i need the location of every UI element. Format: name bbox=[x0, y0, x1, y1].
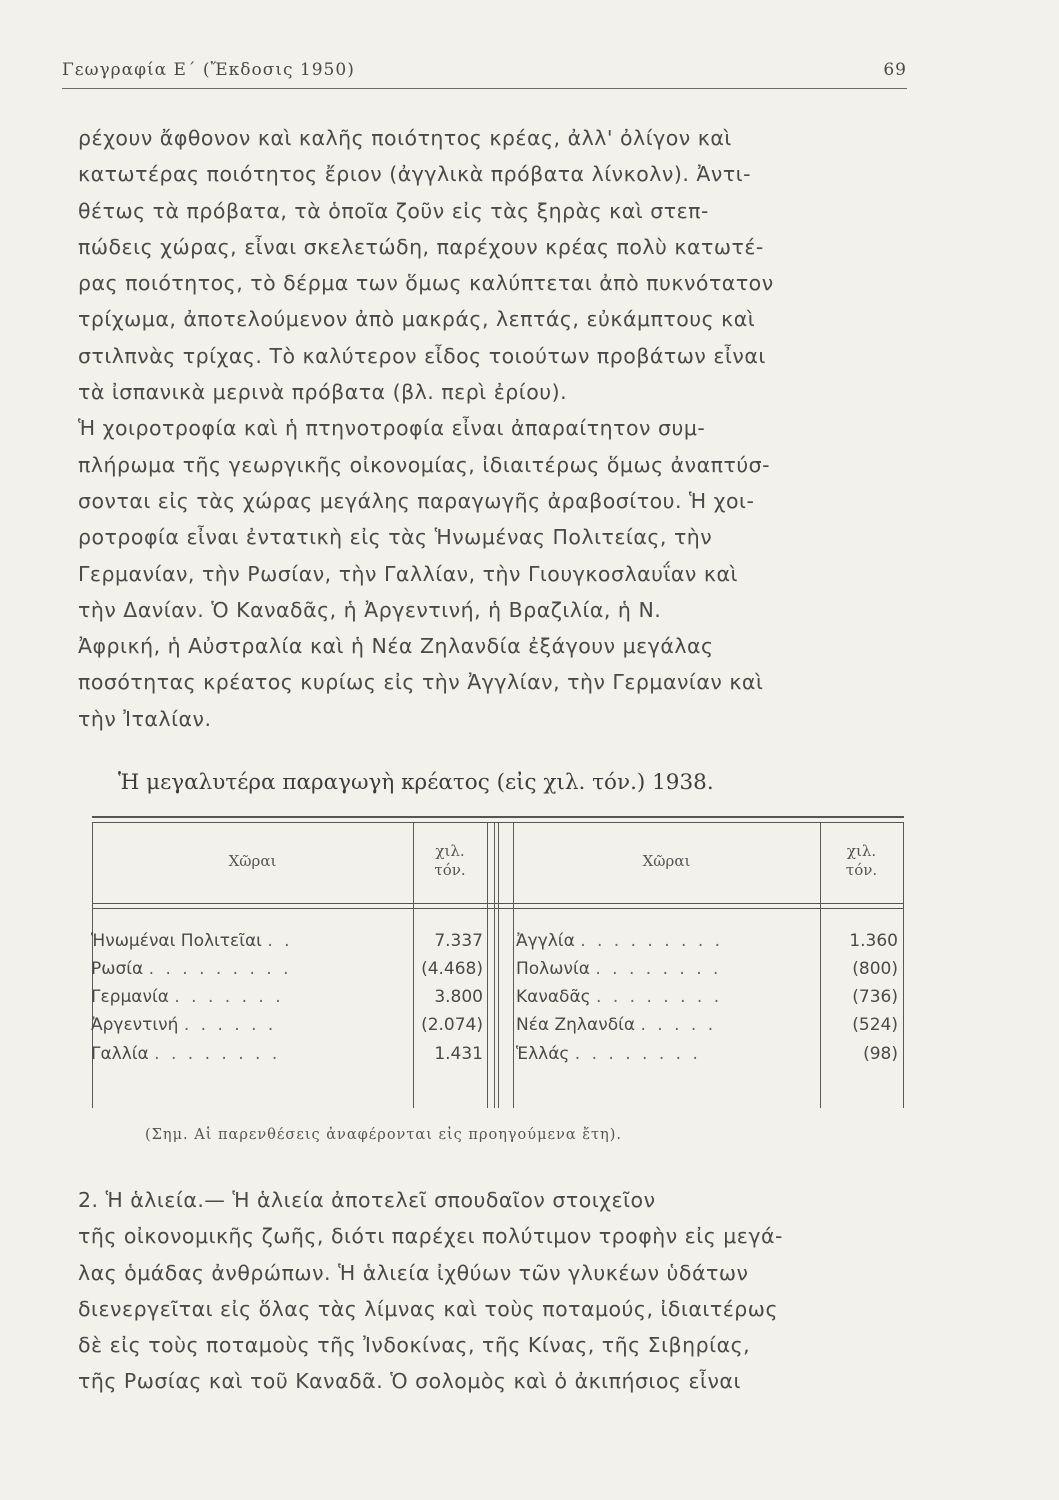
table-row-left bbox=[91, 928, 293, 954]
text-line: διενεργεῖται εἰς ὅλας τὰς λίμνας καὶ τοὺς ποταμούς, ἰδιαιτέρως bbox=[78, 1296, 778, 1321]
leader-dots: . . bbox=[267, 931, 293, 951]
leader-dots: . . . . . . . bbox=[174, 987, 284, 1007]
text-line: τρίχωμα, ἀποτελούμενον ἀπὸ μακράς, λεπτάς, εὐκάμπτους καὶ bbox=[78, 307, 756, 332]
country-name: Νέα Ζηλανδία bbox=[516, 1015, 636, 1035]
table-row-left bbox=[91, 1012, 276, 1038]
table-top-rule bbox=[92, 816, 904, 818]
country-name: Ἑλλάς bbox=[516, 1044, 570, 1064]
country-name: Γερμανία bbox=[91, 987, 169, 1007]
production-value: (2.074) bbox=[421, 1015, 483, 1035]
header-countries-right: Χῶραι bbox=[642, 852, 691, 870]
table-row-left bbox=[91, 956, 292, 982]
text-line: 2. Ἡ ἁλιεία.— Ἡ ἁλιεία ἀποτελεῖ σπουδαῖον στοιχεῖον bbox=[78, 1188, 656, 1212]
text-line: ρας ποιότητος, τὸ δέρμα των ὅμως καλύπτεται ἀπὸ πυκνότατον bbox=[78, 271, 774, 296]
text-line: τῆς οἰκονομικῆς ζωῆς, διότι παρέχει πολύτιμον τροφὴν εἰς μεγά- bbox=[78, 1224, 783, 1249]
text-line: πλήρωμα τῆς γεωργικῆς οἰκονομίας, ἰδιαιτέρως ὅμως ἀναπτύσ- bbox=[78, 452, 771, 477]
table-title: Ἡ μεγαλυτέρα παραγωγὴ κρέατος (εἰς χιλ. τόν.) 1938. bbox=[118, 770, 714, 795]
country-name: Ἡνωμέναι Πολιτεῖαι bbox=[91, 931, 262, 951]
table-row-right bbox=[516, 1012, 716, 1038]
text-line: ρέχουν ἄφθονον καὶ καλῆς ποιότητος κρέας, ἀλλ' ὀλίγον καὶ bbox=[78, 126, 732, 150]
country-name: Ἀγγλία bbox=[516, 931, 575, 951]
country-name: Ἀργεντινή bbox=[91, 1015, 179, 1035]
country-name: Γαλλία bbox=[91, 1044, 149, 1064]
table-right-border bbox=[903, 822, 904, 1108]
leader-dots: . . . . . . bbox=[183, 1015, 277, 1035]
table-row-right bbox=[516, 1041, 701, 1067]
country-name: Καναδᾶς bbox=[516, 987, 591, 1007]
unit-line2: τόν. bbox=[434, 861, 466, 879]
text-line: θέτως τὰ πρόβατα, τὰ ὁποῖα ζοῦν εἰς τὰς ξηρὰς καὶ στεπ- bbox=[78, 198, 709, 223]
unit-line1: χιλ. bbox=[846, 842, 877, 860]
table-row-right bbox=[516, 928, 723, 954]
text-line: κατωτέρας ποιότητος ἔριον (ἀγγλικὰ πρόβατα λίνκολν). Ἀντι- bbox=[78, 162, 751, 187]
text-line: τῆς Ρωσίας καὶ τοῦ Καναδᾶ. Ὁ σολομὸς καὶ ὁ ἀκιπήσιος εἶναι bbox=[78, 1369, 741, 1394]
leader-dots: . . . . . . . . bbox=[596, 987, 723, 1007]
page-number: 69 bbox=[883, 60, 907, 80]
text-line: Γερμανίαν, τὴν Ρωσίαν, τὴν Γαλλίαν, τὴν Γιουγκοσλαυΐαν καὶ bbox=[78, 561, 738, 586]
header-title: Γεωγραφία Ε΄ (Ἔκδοσις 1950) bbox=[62, 60, 355, 80]
text-line: δὲ εἰς τοὺς ποταμοὺς τῆς Ἰνδοκίνας, τῆς Κίνας, τῆς Σιβηρίας, bbox=[78, 1333, 751, 1358]
production-value: 1.431 bbox=[434, 1044, 483, 1064]
production-value: 3.800 bbox=[434, 987, 483, 1007]
table-row-right bbox=[516, 956, 721, 982]
text-line: Ἀφρική, ἡ Αὐστραλία καὶ ἡ Νέα Ζηλανδία ἐξάγουν μεγάλας bbox=[78, 634, 714, 659]
production-value: (736) bbox=[852, 987, 898, 1007]
header-unit-right bbox=[820, 842, 903, 880]
country-name: Ρωσία bbox=[91, 959, 144, 979]
text-line: ποσότητας κρέατος κυρίως εἰς τὴν Ἀγγλίαν, τὴν Γερμανίαν καὶ bbox=[78, 670, 764, 695]
text-line: Ἡ χοιροτροφία καὶ ἡ πτηνοτροφία εἶναι ἀπαραίτητον συμ- bbox=[78, 416, 706, 441]
table-note: (Σημ. Αἱ παρενθέσεις ἀναφέρονται εἰς προηγούμενα ἔτη). bbox=[145, 1127, 622, 1143]
paragraph-livestock bbox=[78, 120, 938, 737]
text-line: τὴν Ἰταλίαν. bbox=[78, 706, 212, 731]
text-line: σονται εἰς τὰς χώρας μεγάλης παραγωγῆς ἀραβοσίτου. Ἡ χοι- bbox=[78, 488, 755, 513]
text-line: λας ὁμάδας ἀνθρώπων. Ἡ ἁλιεία ἰχθύων τῶν γλυκέων ὑδάτων bbox=[78, 1260, 749, 1285]
table-row-left bbox=[91, 984, 284, 1010]
table-row-left bbox=[91, 1041, 280, 1067]
paragraph-fishing bbox=[78, 1182, 938, 1400]
table-row-right bbox=[516, 984, 722, 1010]
text-line: πώδεις χώρας, εἶναι σκελετώδη, παρέχουν κρέας πολὺ κατωτέ- bbox=[78, 234, 764, 259]
production-value: 7.337 bbox=[434, 931, 483, 951]
header-countries-left: Χῶραι bbox=[228, 852, 277, 870]
production-value: (800) bbox=[852, 959, 898, 979]
country-name: Πολωνία bbox=[516, 959, 590, 979]
table-center-divider bbox=[498, 822, 499, 1108]
leader-dots: . . . . . . . . bbox=[574, 1044, 701, 1064]
leader-dots: . . . . . . . . bbox=[595, 959, 722, 979]
production-value: (98) bbox=[863, 1044, 898, 1064]
text-line: στιλπνὰς τρίχας. Τὸ καλύτερον εἶδος τοιούτων προβάτων εἶναι bbox=[78, 343, 766, 368]
running-header bbox=[62, 58, 907, 89]
table-center-divider bbox=[494, 822, 495, 1108]
text-line: τὴν Δανίαν. Ὁ Καναδᾶς, ἡ Ἀργεντινή, ἡ Βραζιλία, ἡ Ν. bbox=[78, 597, 662, 622]
production-value: (524) bbox=[852, 1015, 898, 1035]
leader-dots: . . . . . bbox=[640, 1015, 717, 1035]
unit-line1: χιλ. bbox=[435, 842, 465, 860]
text-line: τὰ ἰσπανικὰ μερινὰ πρόβατα (βλ. περὶ ἐρίου). bbox=[78, 380, 568, 405]
table-column-divider bbox=[487, 822, 488, 1108]
production-value: (4.468) bbox=[421, 959, 483, 979]
text-line: ροτροφία εἶναι ἐντατικὴ εἰς τὰς Ἡνωμένας Πολιτείας, τὴν bbox=[78, 525, 713, 550]
header-unit-left bbox=[413, 842, 487, 880]
unit-line2: τόν. bbox=[845, 861, 878, 879]
leader-dots: . . . . . . . . bbox=[154, 1044, 281, 1064]
leader-dots: . . . . . . . . . bbox=[148, 959, 292, 979]
production-value: 1.360 bbox=[849, 931, 898, 951]
leader-dots: . . . . . . . . . bbox=[580, 931, 724, 951]
